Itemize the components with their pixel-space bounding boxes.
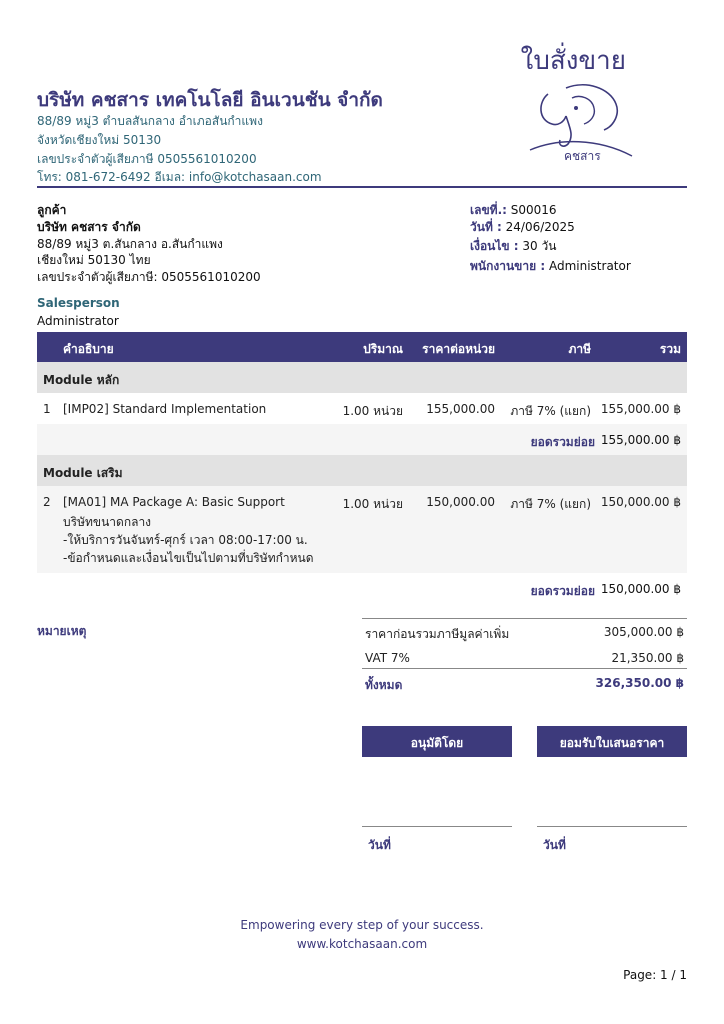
customer-address-line1: 88/89 หมู่3 ต.สันกลาง อ.สันกำแพง <box>37 237 223 251</box>
table-row: 1 [IMP02] Standard Implementation 1.00 หน่วย 155,000.00 ภาษี 7% (แยก) 155,000.00 ฿ <box>37 393 687 424</box>
document-title: ใบสั่งขาย <box>520 46 626 76</box>
signature-line <box>362 826 512 827</box>
footer-tagline: Empowering every step of your success. <box>240 918 484 932</box>
company-name: บริษัท คชสาร เทคโนโลยี อินเวนชัน จำกัด <box>37 89 383 111</box>
logo-text: คชสาร <box>564 149 601 163</box>
grand-total-row: ทั้งหมด 326,350.00 ฿ <box>365 676 684 692</box>
order-number: เลขที่.: S00016 <box>470 203 557 217</box>
page-number: Page: 1 / 1 <box>623 968 687 982</box>
company-tax-id: เลขประจำตัวผู้เสียภาษี 0505561010200 <box>37 152 257 166</box>
approved-by-label: อนุมัติโดย <box>362 726 512 757</box>
header-tax: ภาษี <box>568 342 591 356</box>
header-quantity: ปริมาณ <box>363 342 403 356</box>
order-lines-table <box>37 332 687 604</box>
section-row: Module เสริม <box>37 455 687 486</box>
header-divider <box>37 186 687 188</box>
signature-line <box>537 826 687 827</box>
header-unit-price: ราคาต่อหน่วย <box>422 342 495 356</box>
table-row: 2 [MA01] MA Package A: Basic Support บริษัทขนาดกลาง -ให้บริการวันจันทร์-ศุกร์ เวลา 08:00-17:00 น. -ข้อกำหนดและเงื่อนไขเป็นไปตามที่บริษัทกำหนด 1.00 หน่วย 150,000.00 ภาษี 7% (แยก) 150,000.00 ฿ <box>37 486 687 573</box>
vat-row: VAT 7% 21,350.00 ฿ <box>365 651 684 665</box>
payment-terms: เงื่อนไข : 30 วัน <box>470 239 557 253</box>
company-contact: โทร: 081-672-6492 อีเมล: info@kotchasaan.com <box>37 170 322 184</box>
elephant-logo <box>528 80 634 166</box>
customer-tax-id: เลขประจำตัวผู้เสียภาษี: 0505561010200 <box>37 270 261 284</box>
salesperson-label: Salesperson <box>37 296 120 310</box>
company-address-line2: จังหวัดเชียงใหม่ 50130 <box>37 133 162 147</box>
totals-divider <box>362 668 687 669</box>
subtotal-row: ยอดรวมย่อย 155,000.00 ฿ <box>37 424 687 455</box>
salesperson-value: Administrator <box>37 314 119 328</box>
customer-label: ลูกค้า <box>37 203 67 217</box>
subtotal-row: ยอดรวมย่อย 150,000.00 ฿ <box>37 573 687 604</box>
quote-accepted-label: ยอมรับใบเสนอราคา <box>537 726 687 757</box>
customer-address-line2: เชียงใหม่ 50130 ไทย <box>37 253 151 267</box>
table-header <box>37 332 687 362</box>
header-total: รวม <box>659 342 681 356</box>
order-date: วันที่ : 24/06/2025 <box>470 220 575 234</box>
signature-date-label: วันที่ <box>368 838 391 852</box>
section-row: Module หลัก <box>37 362 687 393</box>
footer-url[interactable]: www.kotchasaan.com <box>296 937 428 951</box>
sales-person-info: พนักงานขาย : Administrator <box>470 259 631 273</box>
signature-date-label: วันที่ <box>543 838 566 852</box>
header-description: คำอธิบาย <box>63 342 114 356</box>
company-address-line1: 88/89 หมู่3 ตำบลสันกลาง อำเภอสันกำแพง <box>37 114 263 128</box>
elephant-icon <box>528 80 634 166</box>
untaxed-amount-row: ราคาก่อนรวมภาษีมูลค่าเพิ่ม 305,000.00 ฿ <box>365 625 684 641</box>
notes-label: หมายเหตุ <box>37 624 87 638</box>
customer-name: บริษัท คชสาร จำกัด <box>37 220 141 234</box>
